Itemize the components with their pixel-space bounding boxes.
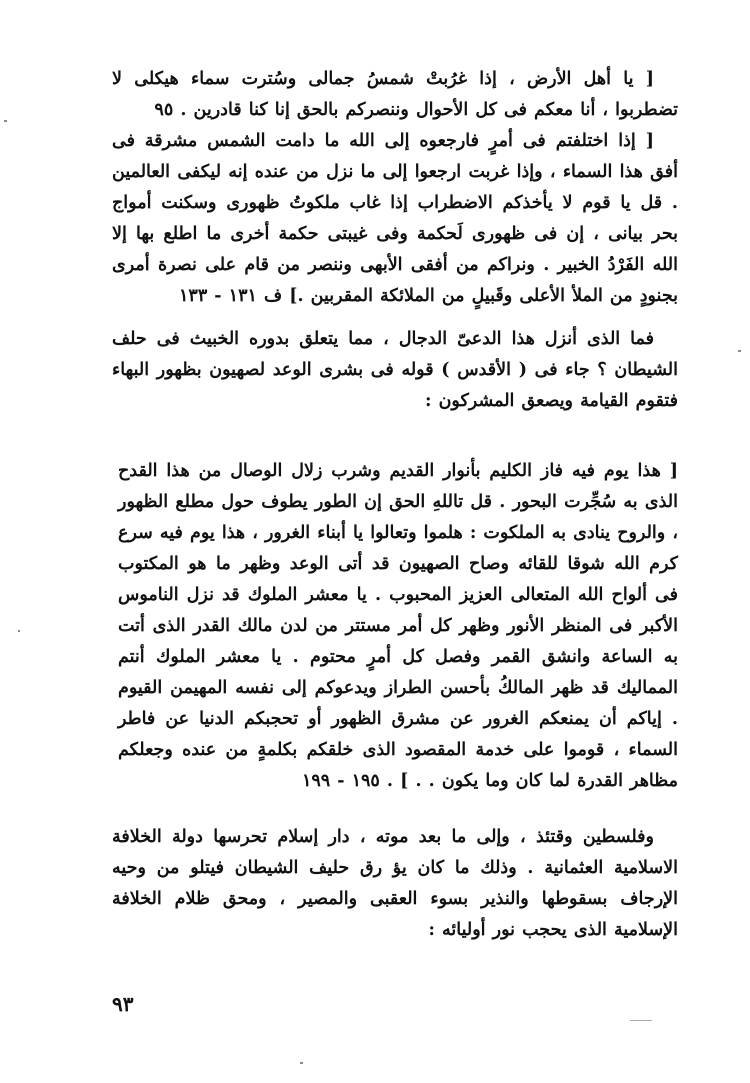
scan-speck xyxy=(300,1062,303,1064)
page-number: ٩٣ xyxy=(112,992,134,1016)
quotation-block-2 xyxy=(118,456,678,797)
quoted-verses-131-133: [ إذا اختلفتم فى أمرٍ فارجعوه إلى الله ما دامت الشمس مشرقة فى أفق هذا السماء ، وإذا غربت ارجعوا إلى ما نزل من عنده إنه ليكفى العالمين . قل يا قوم لا يأخذكم الاضطراب إذا غاب ملكوتُ ظهورى وسكنت أمواج بحر بيانى ، إن فى ظهورى لَحكمة وفى غيبتى حكمة أخرى ما اطلع بها إلا الله الفَرْدُ الخبير . ونراكم من أفقى الأبهى وننصر من قام على نصرة أمرى بجنودٍ من الملأ الأعلى وقَبيلٍ من الملائكة المقربين .] ف ١٣١ - ١٣٣ xyxy=(112,131,678,306)
body-paragraph: فما الذى أنزل هذا الدعىّ الدجال ، مما يتعلق بدوره الخبيث فى حلف الشيطان ؟ جاء فى ( الأقدس ) قوله فى بشرى الوعد لصهيون بظهور البهاء فتقوم القيامة ويصعق المشركون : xyxy=(112,329,678,411)
scan-speck xyxy=(738,350,741,352)
scan-speck xyxy=(630,1020,652,1021)
quotation-block-1 xyxy=(112,64,678,312)
quoted-verses-195-199: [ هذا يوم فيه فاز الكليم بأنوار القديم وشرب زلال الوصال من هذا القدح الذى به سُجِّرت البحور . قل تاللهِ الحق إن الطور يطوف حول مطلع الظهور ، والروح ينادى به الملكوت : هلموا وتعالوا يا أبناء الغرور ، هذا يوم فيه سرع كرم الله شوقا للقائه وصاح الصهيون قد أتى الوعد وظهر ما هو المكتوب فى ألواح الله المتعالى العزيز المحبوب . يا معشر الملوك قد نزل الناموس الأكبر فى المنظر الأنور وظهر كل أمر مستتر من لدن مالك القدر الذى أتت به الساعة وانشق القمر وفصل كل أمرٍ محتوم . يا معشر الملوك أنتم المماليك قد ظهر المالكُ بأحسن الطراز ويدعوكم إلى نفسه المهيمن القيوم . إياكم أن يمنعكم الغرور عن مشرق الظهور أو تحجبكم الدنيا عن فاطر السماء ، قوموا على خدمة المقصود الذى خلقكم بكلمةٍ من عنده وجعلكم مظاهر القدرة لما كان وما يكون . . ] . ١٩٥ - ١٩٩ xyxy=(118,461,678,791)
commentary-paragraph-1 xyxy=(112,324,678,417)
body-paragraph: وفلسطين وقتئذ ، وإلى ما بعد موته ، دار إسلام تحرسها دولة الخلافة الاسلامية العثمانية . وذلك ما كان يؤ رق حليف الشيطان فيتلو من وحيه الإرجاف بسقوطها والنذير بسوء العقبى والمصير ، ومحق ظلام الخلافة الإسلامية الذى يحجب نور أوليائه : xyxy=(112,827,678,940)
commentary-paragraph-2 xyxy=(112,822,678,946)
scan-speck xyxy=(18,630,20,632)
scan-speck xyxy=(4,120,7,122)
quoted-verse-95: [ يا أهل الأرض ، إذا غرُبتْ شمسُ جمالى وسُترت سماء هيكلى لا تضطربوا ، أنا معكم فى كل الأحوال وننصركم بالحق إنا كنا قادرين . ٩٥ xyxy=(112,69,678,120)
